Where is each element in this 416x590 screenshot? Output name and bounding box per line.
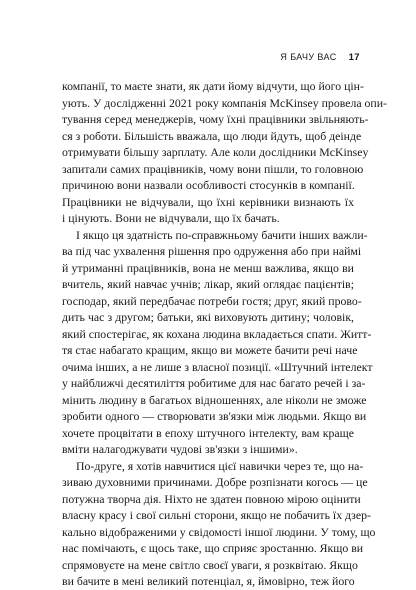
text-line: кально відображеними у свідомості іншої людини. У тому, що: [62, 524, 376, 539]
text-line: очима інших, а не лише з власної позиції. «Штучний інтелект: [62, 359, 373, 374]
running-title: Я БАЧУ ВАС: [280, 52, 337, 62]
text-line: у найближчі десятиліття робитиме для нас багато речей і за-: [62, 376, 366, 390]
text-line: господар, який передбачає потреби гостя; друг, який прово-: [62, 293, 362, 308]
text-line: тя стає набагато кращим, якщо ви можете бачити речі наче: [62, 343, 358, 357]
body-text: [62, 78, 387, 590]
text-line: зиваю духовними причинами. Добре розпізнати когось — це: [62, 475, 368, 489]
text-line: запитали самих працівників, чому вони пішли, то головною: [62, 161, 364, 176]
text-line: тування серед менеджерів, чому їхні працівники звільняють-: [62, 112, 369, 126]
text-line: ви бачите в мені великий потенціал, я, ймовірно, теж його: [62, 574, 355, 588]
text-line: компанії, то маєте знати, як дати йому відчути, що його цін-: [62, 79, 364, 93]
text-line: нас помічають, є щось таке, що сприяє зростанню. Якщо ви: [62, 541, 364, 555]
text-line: ва під час ухвалення рішення про одруження або при наймі: [62, 244, 362, 258]
text-line: хочете процвітати в епоху штучного інтелекту, вам краще: [62, 425, 354, 440]
text-line: По-друге, я хотів навчитися цієї навички через те, що на-: [76, 458, 364, 473]
text-line: отримувати більшу зарплату. Але коли дослідники McKinsey: [62, 145, 369, 159]
text-line: дить час з другом; батьки, які виховують дитину; чоловік,: [62, 310, 354, 324]
text-line: причиною вони назвали особливості стосунків в компанії.: [62, 178, 355, 192]
text-line: вчитель, який навчає учнів; лікар, який оглядає пацієнтів;: [62, 277, 354, 291]
text-line: мінить людину в багатьох відношеннях, але ніколи не зможе: [62, 392, 367, 407]
page-number: 17: [348, 52, 360, 63]
text-line: спрямовуєте на мене світло своєї уваги, я розквітаю. Якщо: [62, 557, 358, 572]
text-line: І якщо ця здатність по-справжньому бачити інших важли-: [76, 227, 368, 242]
text-line: власну красу і свої сильні сторони, якщо не побачить їх дзер-: [62, 508, 371, 522]
text-line: який спостерігає, як кохана людина вкладається спати. Житт-: [62, 326, 372, 341]
text-line: і цінують. Вони не відчували, що їх бачать.: [62, 211, 280, 225]
text-line: ують. У дослідженні 2021 року компанія McKinsey провела опи-: [62, 95, 387, 110]
text-line: зробити одного — створювати зв'язки між людьми. Якщо ви: [62, 409, 367, 423]
text-line: Працівники не відчували, що їхні керівники визнають їх: [62, 194, 354, 209]
running-head: [280, 52, 360, 63]
text-line: ся з роботи. Більшість вважала, що люди йдуть, щоб деінде: [62, 128, 362, 143]
text-line: й утриманні працівників, вона не менш важлива, якщо ви: [62, 260, 354, 275]
text-line: потужна творча дія. Ніхто не здатен повною мірою оцінити: [62, 491, 361, 506]
text-line: вміти налагоджувати чудові зв'язки з іншими».: [62, 442, 298, 456]
